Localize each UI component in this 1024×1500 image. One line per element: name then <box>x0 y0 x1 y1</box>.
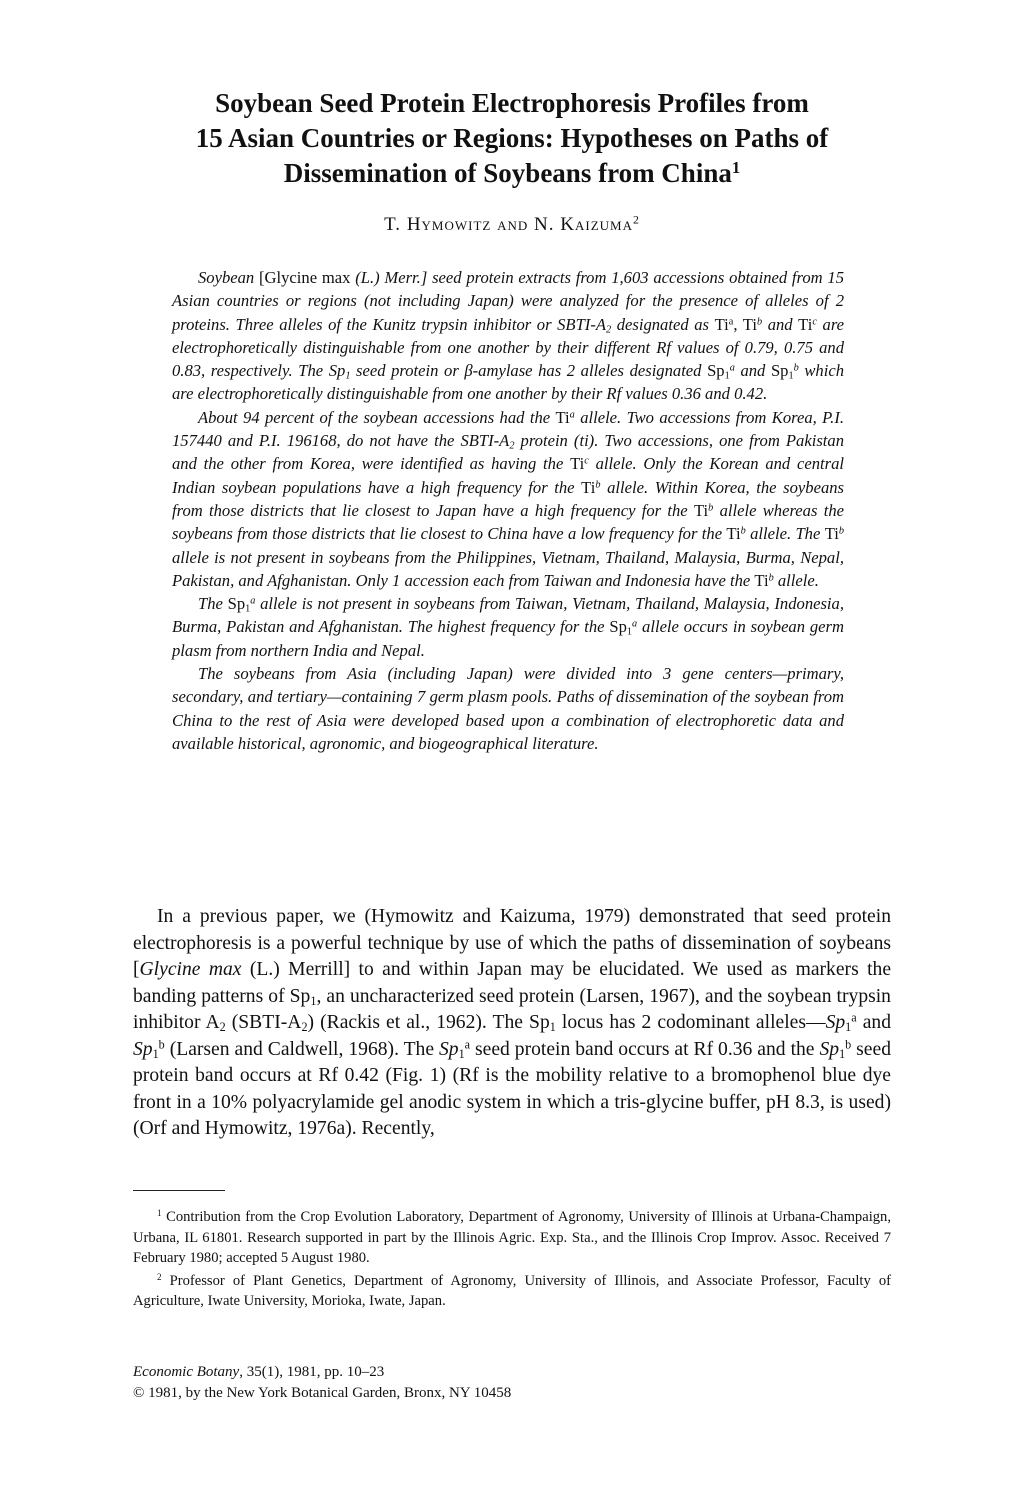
text-run: which are electrophoretically distinguishable from one another by their Rf values 0.36 and 0.42. <box>172 361 844 404</box>
title-line: Soybean Seed Protein Electrophoresis Profiles from <box>215 88 809 118</box>
journal-info <box>133 1362 733 1404</box>
footnote-text: Professor of Plant Genetics, Department of Agronomy, University of Illinois, and Associate Professor, Faculty of Agriculture, Iwate University, Morioka, Iwate, Japan. <box>133 1272 891 1309</box>
journal-name: Economic Botany <box>133 1364 240 1380</box>
footnote-mark: 1 <box>157 1208 162 1219</box>
superscript: c <box>584 455 589 467</box>
subscript: 1 <box>458 1046 465 1061</box>
abstract-paragraph <box>172 406 844 592</box>
text-run: [Glycine max <box>259 268 356 287</box>
subscript: 1 <box>549 1020 556 1035</box>
abstract-paragraph <box>172 266 844 406</box>
text-run: locus has 2 codominant alleles— <box>555 1012 826 1033</box>
subscript: 2 <box>301 1020 308 1035</box>
text-run: seed protein band occurs at Rf 0.36 and the <box>470 1038 820 1060</box>
superscript: a <box>851 1010 857 1025</box>
footnote <box>133 1207 891 1269</box>
body-paragraph <box>133 904 891 1143</box>
author-line <box>130 214 894 236</box>
text-run: , an uncharacterized seed protein (Larsen, 1967), and the soybean trypsin inhibitor A <box>133 985 891 1033</box>
subscript: 2 <box>219 1020 226 1035</box>
allele-symbol: Sp <box>439 1038 459 1060</box>
footnote-divider <box>133 1190 225 1191</box>
superscript: a <box>632 618 638 630</box>
allele-symbol: Ti <box>693 500 709 520</box>
journal-citation <box>133 1362 733 1383</box>
author-conjunction: and <box>491 214 535 235</box>
title-line <box>130 156 894 191</box>
allele-symbol: Ti <box>581 477 596 497</box>
superscript: a <box>464 1036 471 1051</box>
superscript: b <box>793 362 799 374</box>
text-run: The soybeans from Asia (including Japan) were divided into 3 gene centers—primary, secondary, and tertiary—containing 7 germ plasm pools. Paths of dissemination of the soybean from China to the rest of Asia were developed based upon a combination of electrophoretic data and available historical, agronomic, and biogeographical literature. <box>172 664 844 753</box>
text-run: About 94 percent of the soybean accessions had the <box>198 407 556 427</box>
subscript: 1 <box>152 1046 159 1061</box>
superscript: a <box>250 595 256 607</box>
superscript: a <box>569 409 575 421</box>
subscript: 1 <box>310 993 317 1008</box>
text-run: In a previous paper, we (Hymowitz and Kaizuma, 1979) demonstrated that seed protein electrophoresis is a powerful technique by use of which the paths of dissemination of soybeans [ <box>133 906 891 980</box>
superscript: a <box>728 315 734 327</box>
allele-symbol: Ti <box>798 314 813 334</box>
author-footnote-mark: 2 <box>632 213 640 227</box>
subscript: 1 <box>626 627 633 639</box>
text-run: Merr.] <box>384 268 433 287</box>
text-run: allele occurs in soybean germ plasm from northern India and Nepal. <box>172 617 844 660</box>
text-run: seed protein or β-amylase has 2 alleles designated <box>350 361 708 381</box>
subscript: 1 <box>845 1020 852 1035</box>
allele-symbol: Sp <box>707 361 725 381</box>
text-run: seed protein extracts from 1,603 accessions obtained from 15 Asian countries or regions (not including Japan) were analyzed for the presence of alleles of 2 proteins. Three alleles of the Kunitz trypsin inhibitor or SBTI-A <box>172 268 845 334</box>
allele-symbol: Sp <box>227 594 246 614</box>
author-surname: Kaizuma <box>560 214 633 235</box>
subscript: 1 <box>788 370 794 382</box>
superscript: b <box>756 315 763 327</box>
subscript: 1 <box>724 370 730 382</box>
abstract-paragraph <box>172 592 844 662</box>
allele-symbol: Sp <box>819 1038 840 1060</box>
text-run: (Larsen and Caldwell, 1968). The <box>164 1038 439 1060</box>
allele-symbol: Ti <box>726 524 741 544</box>
text-run: allele. Two accessions from Korea, P.I. 157440 and P.I. 196168, do not have the SBTI-A <box>172 407 845 451</box>
allele-symbol: Ti <box>754 570 769 590</box>
subscript: 1 <box>345 370 351 382</box>
footnotes <box>133 1207 891 1314</box>
text-run: and <box>734 361 771 381</box>
author-initial: T. <box>384 214 407 235</box>
superscript: b <box>838 525 844 537</box>
author-surname: Hymowitz <box>406 214 492 235</box>
text-run: allele whereas the soybeans from those districts that lie closest to China have a low frequency for the <box>172 500 844 544</box>
text-run: (L.) Merrill] to and within Japan may be elucidated. We used as markers the banding patterns of Sp <box>133 959 892 1007</box>
text-run: allele is not present in soybeans from Taiwan, Vietnam, Thailand, Malaysia, Indonesia, Burma, Pakistan and Afghanistan. The highest frequency for the <box>172 594 844 637</box>
text-run: allele. Within Korea, the soybeans from those districts that lie closest to Japan have a high frequency for the <box>172 477 844 520</box>
allele-symbol: Sp <box>133 1038 153 1060</box>
text-run: designated as <box>611 314 715 334</box>
copyright-line: © 1981, by the New York Botanical Garden, Bronx, NY 10458 <box>133 1385 512 1401</box>
allele-symbol: Sp <box>770 361 789 381</box>
body-text <box>133 904 891 1143</box>
species-name: Glycine max <box>139 959 242 980</box>
allele-symbol: Sp <box>609 617 627 637</box>
text-run: and <box>762 314 799 334</box>
footnote-mark: 2 <box>157 1271 162 1282</box>
subscript: 1 <box>245 603 251 615</box>
text-run: The <box>198 594 228 614</box>
footnote <box>133 1271 891 1312</box>
text-run: are electrophoretically distinguishable from one another by their different Rf values of 0.79, 0.75 and 0.83, respectively. The Sp <box>172 314 845 381</box>
abstract <box>172 266 844 755</box>
text-run: , <box>733 314 743 334</box>
text-run: ) (Rackis et al., 1962). The Sp <box>307 1012 550 1033</box>
text-run: protein (ti). Two accessions, one from Pakistan and the other from Korea, were identified as having the <box>172 431 844 474</box>
title-footnote-mark: 1 <box>731 157 741 177</box>
allele-symbol: Sp <box>825 1012 846 1033</box>
text-run: allele is not present in soybeans from the Philippines, Vietnam, Thailand, Malaysia, Burma, Nepal, Pakistan, and Afghanistan. Only 1 accession each from Taiwan and Indonesia have the <box>172 547 844 590</box>
text-run: allele. <box>773 570 819 590</box>
subscript: 2 <box>606 324 612 336</box>
article-title <box>130 86 894 191</box>
text-run: allele. Only the Korean and central Indian soybean populations have a high frequency for the <box>172 454 844 497</box>
allele-symbol: Ti <box>555 407 570 427</box>
text-run: seed protein band occurs at Rf 0.42 (Fig. 1) (Rf is the mobility relative to a bromophenol blue dye front in a 10% polyacrylamide gel anodic system in which a tris-glycine buffer, pH 8.3, is used) (Orf and Hymowitz, 1976a). Recently, <box>133 1038 891 1139</box>
text-run: allele. The <box>745 524 825 544</box>
text-run: (L.) <box>355 268 385 287</box>
superscript: b <box>768 572 774 584</box>
journal-details: , 35(1), 1981, pp. 10–23 <box>239 1364 385 1380</box>
superscript: a <box>729 362 735 374</box>
allele-symbol: Ti <box>570 454 585 474</box>
author-initial: N. <box>534 214 561 235</box>
title-line-text: Dissemination of Soybeans from China <box>283 158 732 188</box>
text-run: and <box>856 1012 891 1033</box>
superscript: c <box>812 315 817 327</box>
subscript: 2 <box>509 440 515 452</box>
subscript: 1 <box>839 1046 846 1061</box>
allele-symbol: Ti <box>742 314 757 334</box>
superscript: b <box>845 1036 852 1051</box>
allele-symbol: Ti <box>824 524 839 544</box>
superscript: b <box>708 502 714 514</box>
title-line: 15 Asian Countries or Regions: Hypotheses on Paths of <box>195 123 829 153</box>
superscript: b <box>158 1036 165 1051</box>
superscript: b <box>740 525 746 537</box>
superscript: b <box>595 479 601 491</box>
text-run: Soybean <box>198 268 259 287</box>
allele-symbol: Ti <box>714 314 729 334</box>
footnote-text: Contribution from the Crop Evolution Laboratory, Department of Agronomy, University of Illinois at Urbana-Champaign, Urbana, IL 61801. Research supported in part by the Illinois Agric. Exp. Sta., and the Illinois Crop Improv. Assoc. Received 7 February 1980; accepted 5 August 1980. <box>133 1209 891 1266</box>
text-run: (SBTI-A <box>225 1012 302 1033</box>
abstract-paragraph <box>172 662 844 755</box>
